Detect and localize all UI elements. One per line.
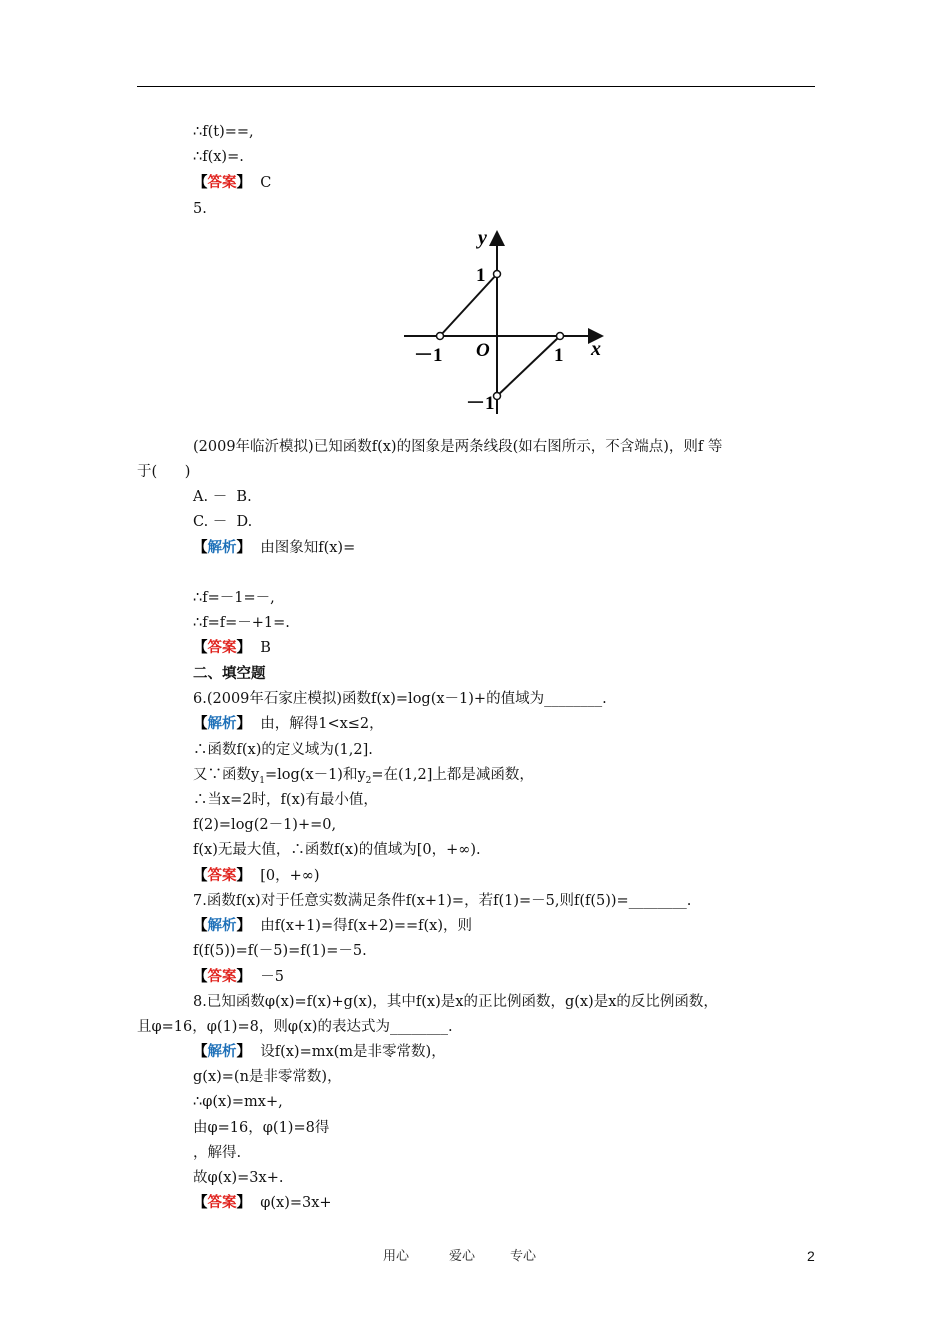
origin-label: O <box>476 340 490 361</box>
tick-label-x-pos: 1 <box>554 345 564 366</box>
text-line: f(2)=log(2－1)+=0, <box>193 817 337 833</box>
question-text: 于( ) <box>137 464 191 480</box>
header-rule <box>137 86 815 87</box>
option-line: A. － B. <box>193 489 252 505</box>
analysis-tag: 【解析】 <box>193 918 251 934</box>
answer-line: 【答案】 －5 <box>193 969 284 985</box>
analysis-tag: 【解析】 <box>193 716 251 732</box>
text-line: 由φ=16，φ(1)=8得 <box>193 1120 330 1136</box>
analysis-line: 【解析】 由，解得1<x≤2， <box>193 716 384 732</box>
answer-tag: 【答案】 <box>193 969 251 985</box>
question-text: 且φ=16，φ(1)=8，则φ(x)的表达式为________. <box>137 1019 453 1035</box>
question-text: (2009年临沂模拟)已知函数f(x)的图象是两条线段(如右图所示，不含端点)，则f 等 <box>193 439 723 455</box>
option-line: C. － D. <box>193 514 253 530</box>
text-line: ∴当x=2时，f(x)有最小值， <box>193 792 378 808</box>
text-line: 故φ(x)=3x+. <box>193 1170 284 1186</box>
segment-left <box>440 274 497 336</box>
answer-line: 【答案】 φ(x)=3x+ <box>193 1195 332 1211</box>
tick-label-y-pos: 1 <box>476 265 486 286</box>
text-line: f(x)无最大值，∴函数f(x)的值域为[0，+∞). <box>193 842 481 858</box>
analysis-tag: 【解析】 <box>193 540 251 556</box>
text-line: ∴φ(x)=mx+, <box>193 1094 283 1110</box>
analysis-line: 【解析】 由f(x+1)=得f(x+2)==f(x)，则 <box>193 918 472 934</box>
footer-text: 专心 <box>510 1249 537 1264</box>
text-line: ∴f(t)==, <box>193 124 254 140</box>
graph-figure <box>398 224 610 420</box>
answer-tag: 【答案】 <box>193 175 251 191</box>
open-endpoint <box>494 271 501 278</box>
analysis-line: 【解析】 设f(x)=mx(m是非零常数)， <box>193 1044 446 1060</box>
text-line: ∴函数f(x)的定义域为(1,2]. <box>193 742 373 758</box>
question-number: 5. <box>193 201 207 217</box>
footer-text: 爱心 <box>449 1249 476 1264</box>
page-number: 2 <box>807 1248 815 1264</box>
text-line: ∴f=－1=－, <box>193 590 275 606</box>
answer-line: 【答案】 B <box>193 640 271 656</box>
text-line: 又∵函数$y_1=\log(x-1)$和$y_2=$在(1,2]上都是减函数， <box>193 767 534 786</box>
question-text: 6.(2009年石家庄模拟)函数f(x)=log(x－1)+的值域为________. <box>193 691 607 707</box>
answer-line: 【答案】 [0，+∞) <box>193 868 320 884</box>
section-heading: 二、填空题 <box>193 666 266 682</box>
text-line: ∴f(x)=. <box>193 149 244 165</box>
analysis-line: 【解析】 由图象知f(x)= <box>193 540 356 556</box>
segment-right <box>497 336 560 396</box>
answer-tag: 【答案】 <box>193 640 251 656</box>
footer-text: 用心 <box>383 1249 410 1264</box>
tick-label-y-neg: －1 <box>466 393 495 414</box>
text-line: ∴f=f=－+1=. <box>193 615 290 631</box>
answer-line: 【答案】 C <box>193 175 272 191</box>
open-endpoint <box>494 393 501 400</box>
text-line: g(x)=(n是非零常数)， <box>193 1069 342 1085</box>
answer-tag: 【答案】 <box>193 868 251 884</box>
text-line: ，解得. <box>193 1145 242 1161</box>
x-axis-label: x <box>591 338 601 360</box>
question-text: 8.已知函数φ(x)=f(x)+g(x)，其中f(x)是x的正比例函数，g(x)是x的反比例函数， <box>193 994 718 1010</box>
answer-tag: 【答案】 <box>193 1195 251 1211</box>
analysis-tag: 【解析】 <box>193 1044 251 1060</box>
question-text: 7.函数f(x)对于任意实数满足条件f(x+1)=，若f(1)=－5,则f(f(5))=________. <box>193 893 692 909</box>
tick-label-x-neg: －1 <box>414 345 443 366</box>
y-axis-label: y <box>478 227 487 249</box>
open-endpoint <box>557 333 564 340</box>
open-endpoint <box>437 333 444 340</box>
text-line: f(f(5))=f(－5)=f(1)=－5. <box>193 943 367 959</box>
